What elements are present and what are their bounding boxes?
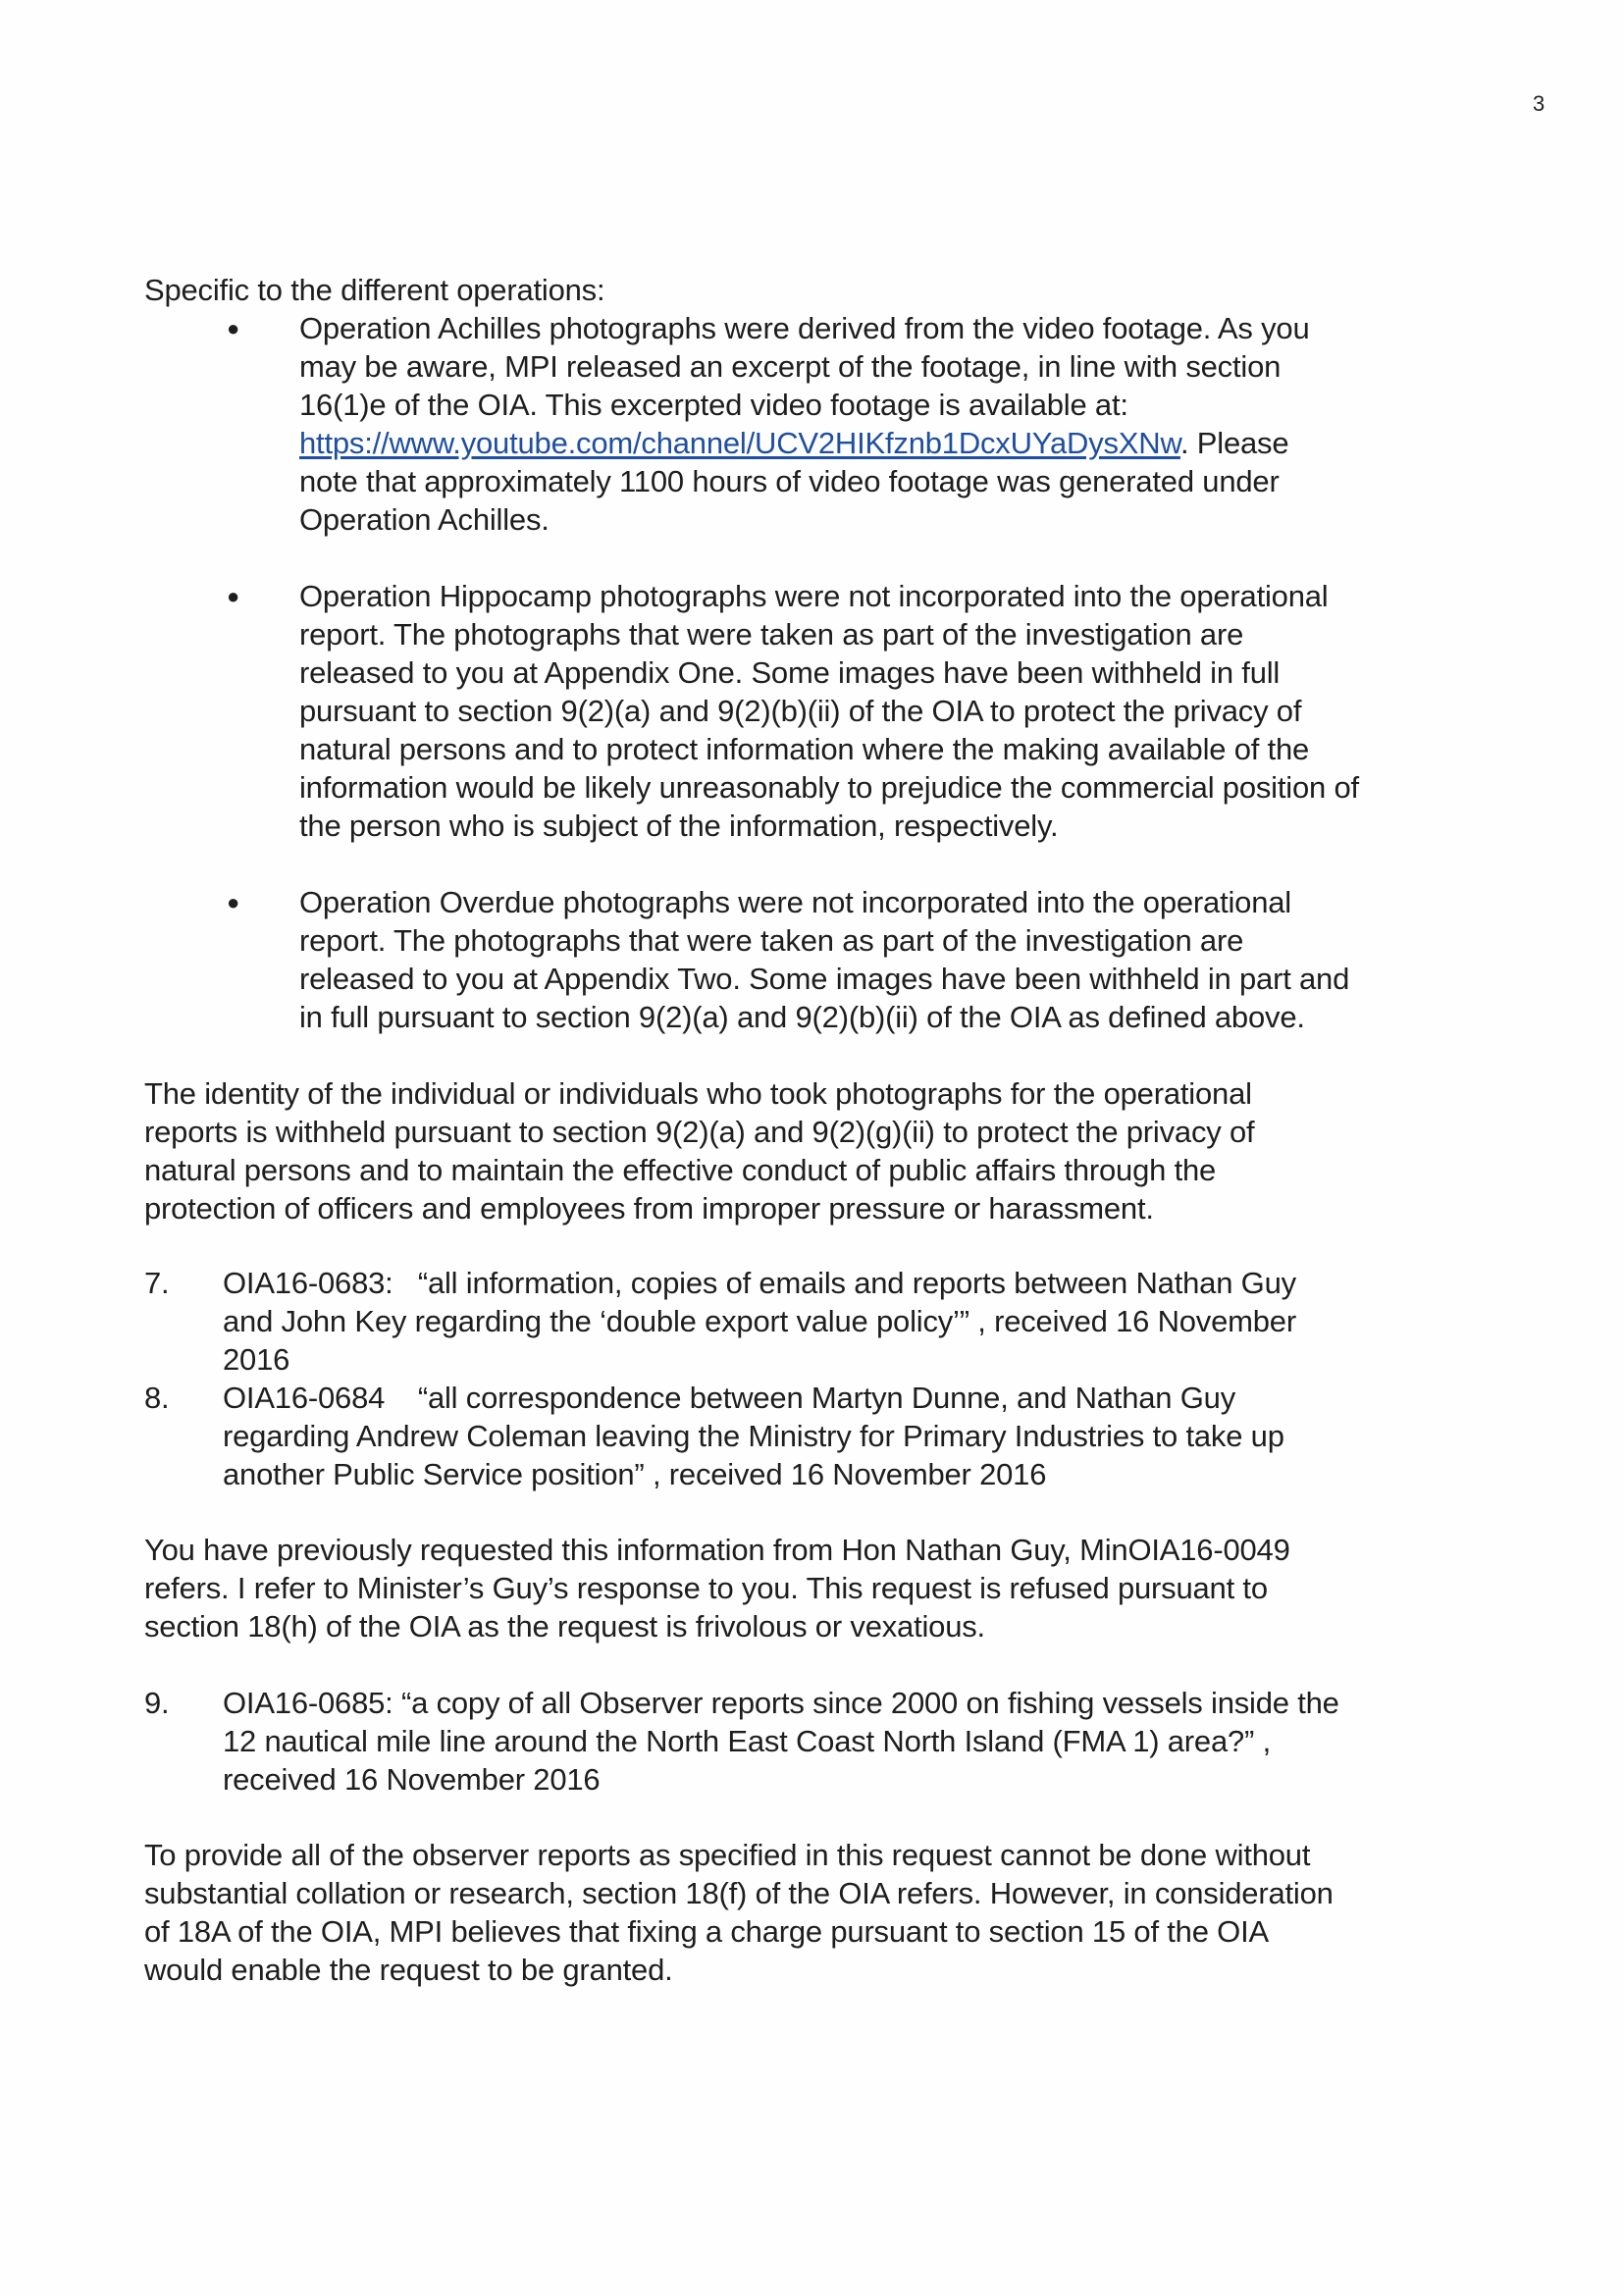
bullet-operation-overdue: [144, 883, 1518, 1036]
intro-heading: Specific to the different operations:: [144, 273, 605, 307]
item-body: OIA16-0683: “all information, copies of emails and reports between Nathan Guy and John Key regarding the ‘double export value policy’” , received 16 November 2016: [223, 1266, 1296, 1377]
item-number: 7.: [144, 1266, 170, 1300]
item-body: OIA16-0685: “a copy of all Observer reports since 2000 on fishing vessels inside the 12 nautical mile line around the North East Coast North Island (FMA 1) area?” , received 16 November 2016: [223, 1686, 1339, 1797]
request-item-9: [144, 1684, 1518, 1799]
request-item-8: [144, 1379, 1518, 1493]
bullet-body: Operation Achilles photographs were derived from the video footage. As you may be aware, MPI released an excerpt of the footage, in line with section 16(1)e of the OIA. This excerpted video footage is available at: https://www.youtube.com/channel/UCV2HIKfznb1DcxUYaDysXNw. Please note that approximately 1100 hours of video footage was generated under Operation Achilles.: [299, 311, 1310, 537]
item-number: 8.: [144, 1381, 170, 1415]
bullet-operation-hippocamp: [144, 577, 1518, 845]
bullet-body: Operation Hippocamp photographs were not incorporated into the operational report. The photographs that were taken as part of the investigation are released to you at Appendix One. Some images have been withheld in full pursuant to section 9(2)(a) and 9(2)(b)(ii) of the OIA to protect the privacy of natural persons and to protect information where the making available of the information would be likely unreasonably to prejudice the commercial position of the person who is subject of the information, respectively.: [299, 579, 1359, 843]
bullet-body: Operation Overdue photographs were not incorporated into the operational report. The photographs that were taken as part of the investigation are released to you at Appendix Two. Some images have been withheld in part and in full pursuant to section 9(2)(a) and 9(2)(b)(ii) of the OIA as defined above.: [299, 885, 1350, 1034]
charge-paragraph: To provide all of the observer reports as specified in this request cannot be done without substantial collation or research, section 18(f) of the OIA refers. However, in consideration of 18A of the OIA, MPI believes that fixing a charge pursuant to section 15 of the OIA would enable the request to be granted.: [144, 1838, 1334, 1987]
item-number: 9.: [144, 1686, 170, 1720]
youtube-channel-link[interactable]: https://www.youtube.com/channel/UCV2HIKfznb1DcxUYaDysXNw: [299, 426, 1180, 460]
previous-request-paragraph: You have previously requested this information from Hon Nathan Guy, MinOIA16-0049 refers. I refer to Minister’s Guy’s response to you. This request is refused pursuant to section 18(h) of the OIA as the request is frivolous or vexatious.: [144, 1533, 1290, 1644]
bullet-operation-achilles: [144, 309, 1518, 539]
bullet-icon: ●: [227, 316, 240, 340]
identity-paragraph: The identity of the individual or individuals who took photographs for the operational reports is withheld pursuant to section 9(2)(a) and 9(2)(g)(ii) to protect the privacy of natural persons and to maintain the effective conduct of public affairs through the protection of officers and employees from improper pressure or harassment.: [144, 1076, 1255, 1226]
request-item-7: [144, 1264, 1518, 1379]
page-number: 3: [1533, 91, 1545, 116]
bullet-icon: ●: [227, 584, 240, 608]
item-body: OIA16-0684 “all correspondence between Martyn Dunne, and Nathan Guy regarding Andrew Coleman leaving the Ministry for Primary Industries to take up another Public Service position” , received 16 November 2016: [223, 1381, 1284, 1491]
bullet-icon: ●: [227, 890, 240, 914]
